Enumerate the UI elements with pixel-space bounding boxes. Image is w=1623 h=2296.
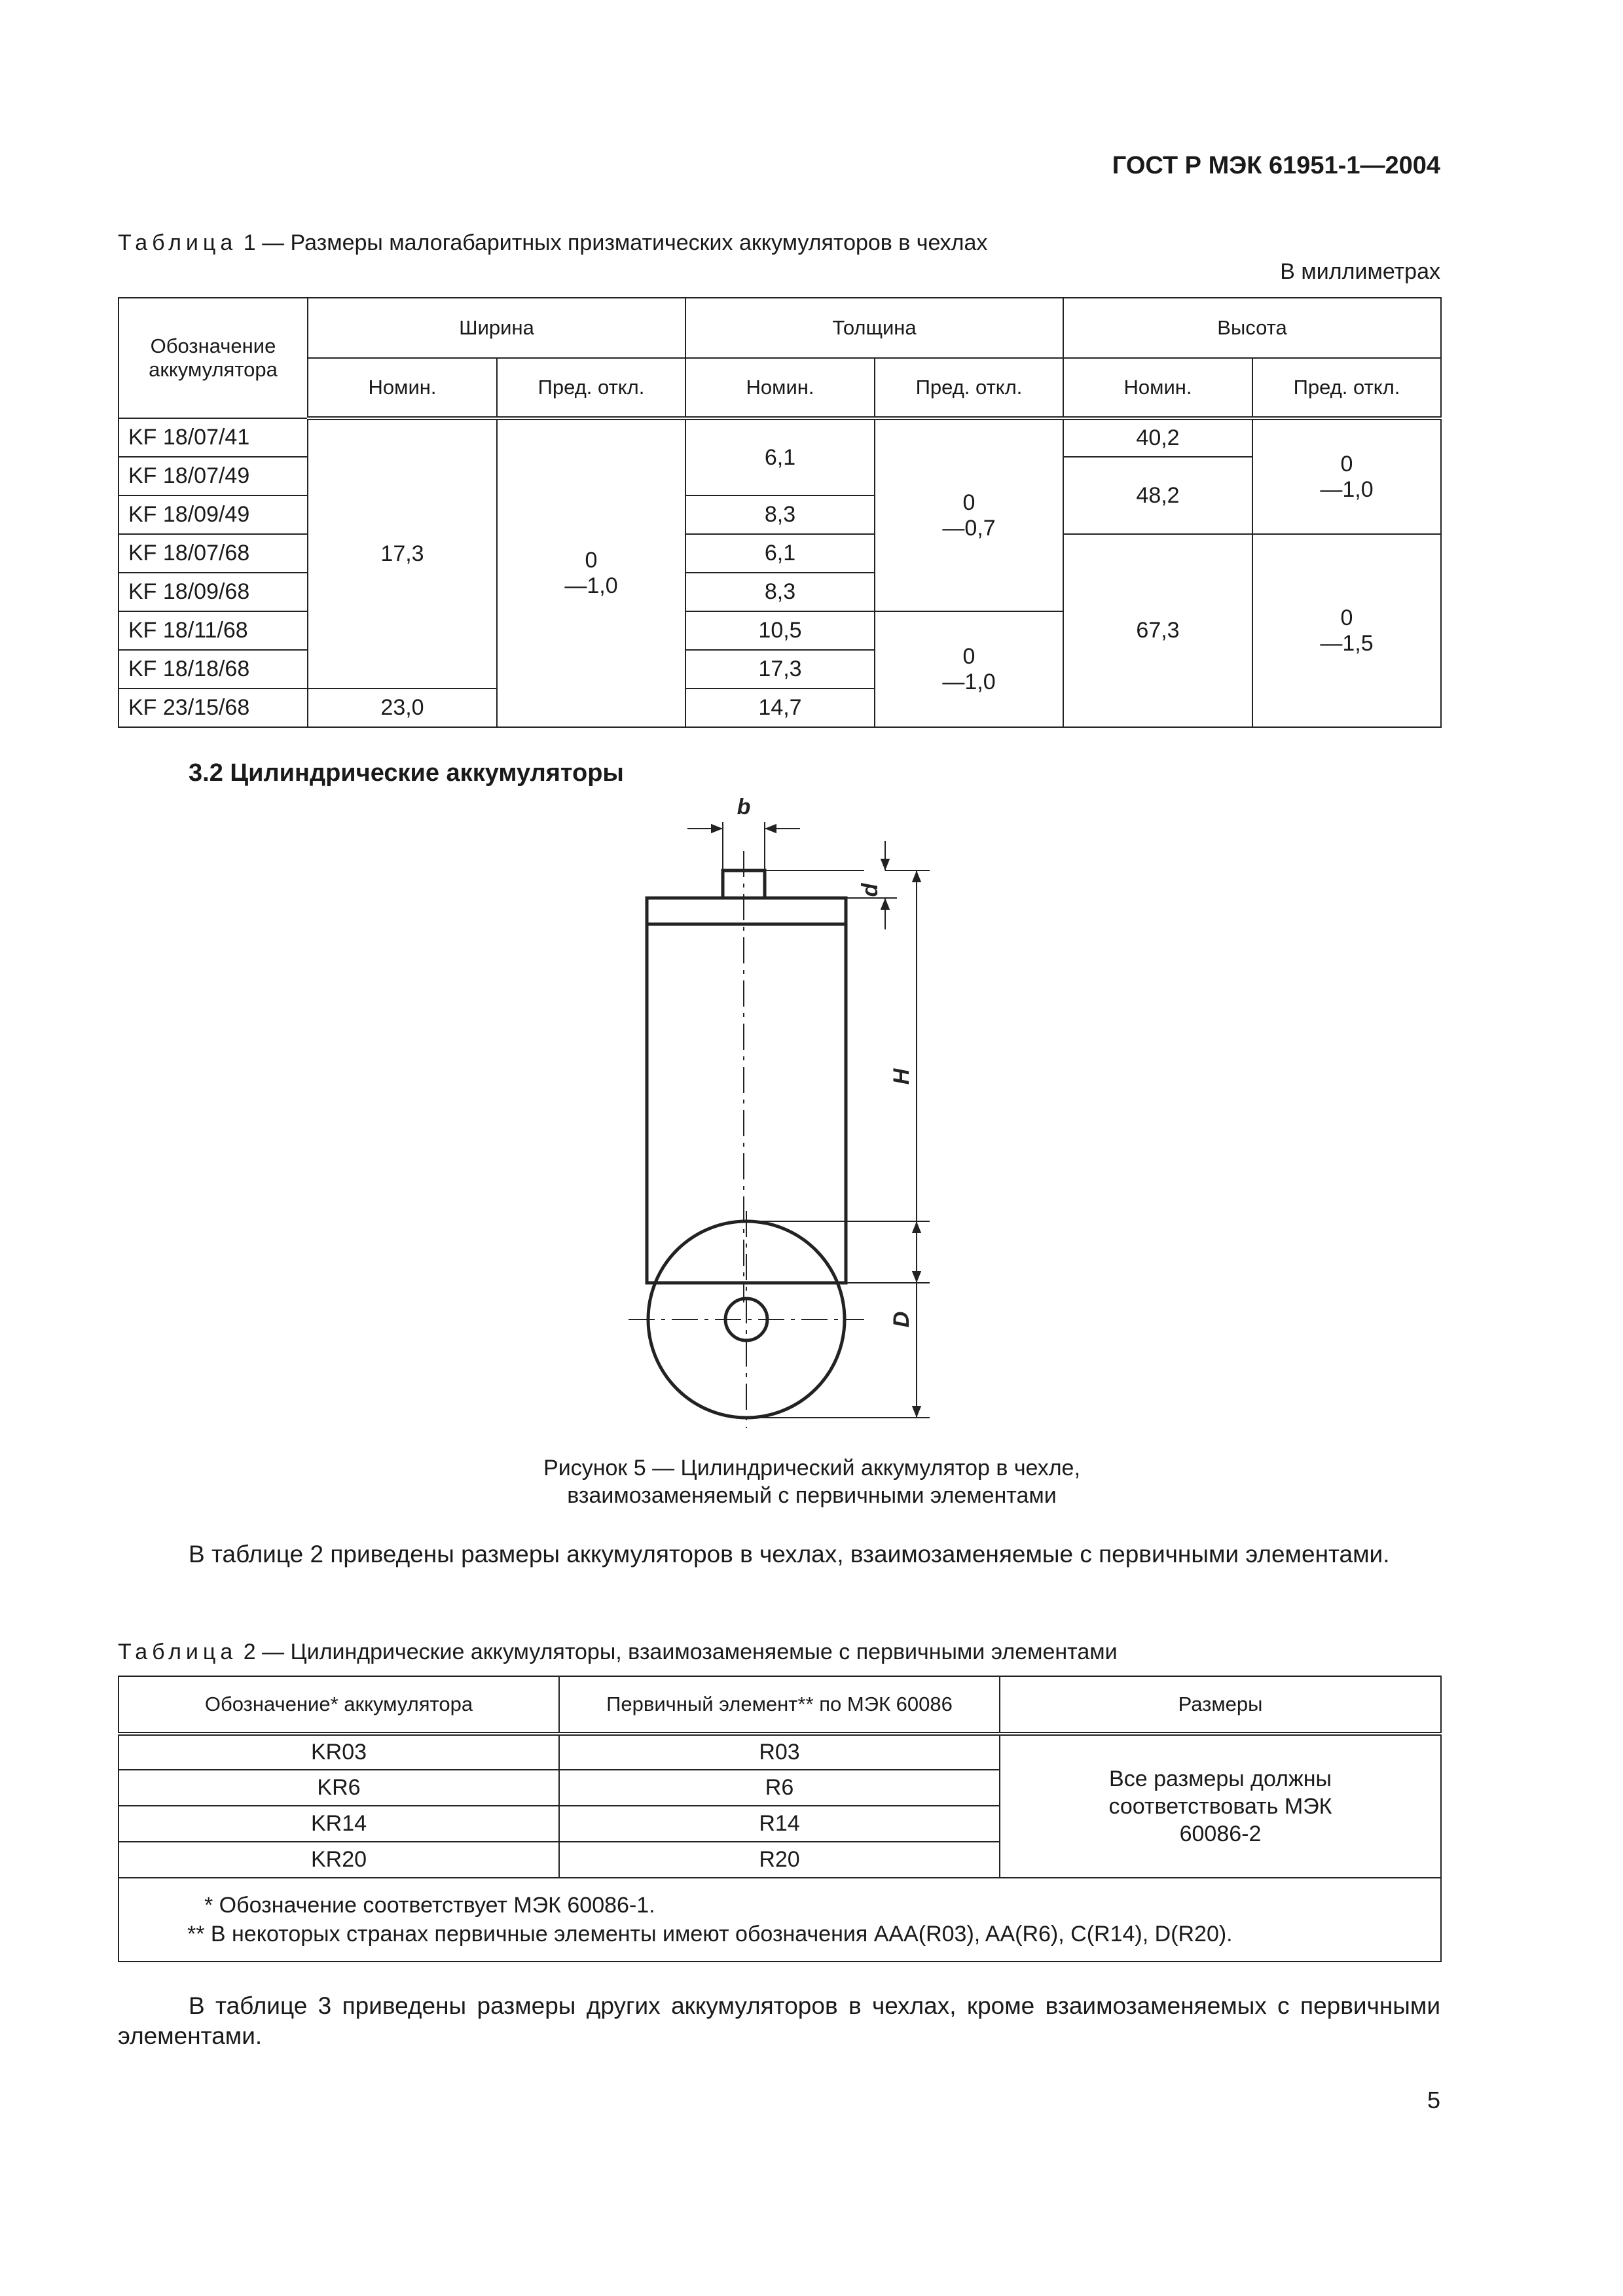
thickness-nominal-cell: 6,1 — [685, 418, 875, 495]
thickness-nominal-cell: 14,7 — [685, 689, 875, 727]
height-nominal-cell: 40,2 — [1063, 418, 1252, 457]
tolerance-upper: 0 — [962, 490, 976, 515]
table-row-designation: KF 18/07/68 — [119, 534, 308, 573]
table1-unit-note: В миллиметрах — [1280, 259, 1440, 284]
height-tolerance-cell — [1252, 418, 1441, 534]
document-code: ГОСТ Р МЭК 61951-1—2004 — [1112, 152, 1440, 179]
thickness-nominal-cell: 6,1 — [685, 534, 875, 573]
header-height-nominal: Номин. — [1063, 358, 1252, 418]
table2-footnotes — [119, 1878, 1441, 1962]
table-row-designation: KF 23/15/68 — [119, 689, 308, 727]
thickness-nominal-cell: 10,5 — [685, 611, 875, 650]
figure-caption-line2: взаимозаменяемый с первичными элементами — [567, 1483, 1057, 1508]
tolerance-upper: 0 — [1340, 451, 1353, 476]
table-row-prim: R03 — [559, 1734, 1000, 1770]
header-designation: Обозначение аккумулятора — [119, 298, 308, 418]
thickness-nominal-cell: 8,3 — [685, 495, 875, 534]
thickness-tolerance-cell — [875, 418, 1063, 611]
figure-caption-line1: Рисунок 5 — Цилиндрический аккумулятор в чехле, — [543, 1456, 1080, 1480]
table-row-designation: KF 18/09/49 — [119, 495, 308, 534]
table-row-prim: R20 — [559, 1842, 1000, 1878]
tolerance-upper: 0 — [1340, 605, 1353, 630]
header-thickness: Толщина — [685, 298, 1063, 358]
tolerance-upper: 0 — [962, 643, 976, 669]
table-row-designation: KF 18/11/68 — [119, 611, 308, 650]
thickness-nominal-cell: 8,3 — [685, 573, 875, 611]
tolerance-upper: 0 — [585, 548, 598, 573]
battery-top-band — [647, 898, 846, 924]
header-height: Высота — [1063, 298, 1441, 358]
tolerance-lower: —0,7 — [942, 515, 996, 541]
table1-caption-prefix: Таблица — [118, 230, 238, 255]
paragraph-table2-intro: В таблице 2 приведены размеры аккумуляторов в чехлах, взаимозаменяемые с первичными элементами. — [189, 1541, 1390, 1568]
header-width-tolerance: Пред. откл. — [497, 358, 685, 418]
header-width-nominal: Номин. — [308, 358, 497, 418]
footnote-1: * Обозначение соответствует МЭК 60086-1. — [204, 1893, 655, 1918]
thickness-tolerance-cell — [875, 611, 1063, 727]
header-height-tolerance: Пред. откл. — [1252, 358, 1441, 418]
header-thickness-tolerance: Пред. откл. — [875, 358, 1063, 418]
table1-caption-text: 1 — Размеры малогабаритных призматических аккумуляторов в чехлах — [237, 230, 988, 255]
table2-caption-text: 2 — Цилиндрические аккумуляторы, взаимозаменяемые с первичными элементами — [237, 1640, 1118, 1664]
header-thickness-nominal: Номин. — [685, 358, 875, 418]
height-nominal-cell: 67,3 — [1063, 534, 1252, 727]
table1-caption — [118, 230, 987, 256]
height-nominal-cell: 48,2 — [1063, 457, 1252, 534]
paragraph-table3-intro: В таблице 3 приведены размеры других аккумуляторов в чехлах, кроме взаимозаменяемых с первичными элементами. — [118, 1992, 1440, 2049]
header-acc-designation: Обозначение* аккумулятора — [119, 1676, 559, 1734]
table-row-designation: KF 18/07/49 — [119, 457, 308, 495]
width-nominal-cell: 17,3 — [308, 418, 497, 689]
tolerance-lower: —1,0 — [564, 573, 618, 598]
table2 — [118, 1676, 1442, 1962]
table-row-acc: KR6 — [119, 1770, 559, 1806]
thickness-nominal-cell: 17,3 — [685, 650, 875, 689]
table-row-designation: KF 18/18/68 — [119, 650, 308, 689]
table-row-acc: KR20 — [119, 1842, 559, 1878]
width-tolerance-cell — [497, 418, 685, 727]
tolerance-lower: —1,0 — [942, 669, 996, 694]
label-D: D — [889, 1311, 914, 1328]
header-primary-element: Первичный элемент** по МЭК 60086 — [559, 1676, 1000, 1734]
tolerance-lower: —1,0 — [1320, 476, 1374, 502]
table1 — [118, 297, 1442, 728]
dimensions-cell: Все размеры должны соответствовать МЭК 60086-2 — [1000, 1734, 1441, 1878]
section-title: 3.2 Цилиндрические аккумуляторы — [189, 759, 624, 787]
label-b: b — [737, 795, 751, 819]
width-nominal-cell: 23,0 — [308, 689, 497, 727]
header-width: Ширина — [308, 298, 685, 358]
table-row-acc: KR03 — [119, 1734, 559, 1770]
page-number: 5 — [1427, 2087, 1440, 2113]
tolerance-lower: —1,5 — [1320, 630, 1374, 656]
table2-caption-prefix: Таблица — [118, 1640, 238, 1664]
height-tolerance-cell — [1252, 534, 1441, 727]
battery-top-view — [589, 1198, 995, 1433]
table-row-designation: KF 18/09/68 — [119, 573, 308, 611]
label-H: H — [889, 1068, 914, 1085]
figure-caption — [327, 1454, 1296, 1509]
table-row-designation: KF 18/07/41 — [119, 418, 308, 457]
label-d: d — [858, 883, 883, 897]
table-row-prim: R6 — [559, 1770, 1000, 1806]
table2-caption — [118, 1640, 1118, 1665]
table-row-prim: R14 — [559, 1806, 1000, 1842]
footnote-2: ** В некоторых странах первичные элементы имеют обозначения AAA(R03), AA(R6), C(R14), D(R20). — [187, 1922, 1233, 1946]
table-row-acc: KR14 — [119, 1806, 559, 1842]
header-dimensions: Размеры — [1000, 1676, 1441, 1734]
